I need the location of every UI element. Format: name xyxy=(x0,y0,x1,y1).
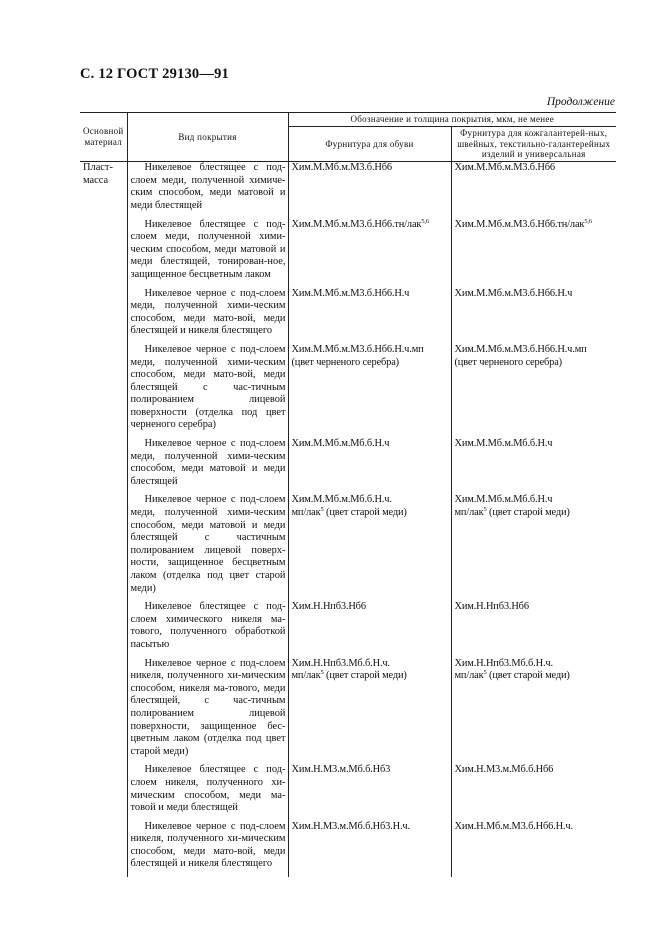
designation-line2: мп/лак xyxy=(291,670,321,682)
haberdashery-designation-cell xyxy=(451,821,616,877)
coating-type-text: Никелевое черное с под-слоем меди, полученной хими-ческим способом, меди матовой и меди блестящей xyxy=(130,438,286,487)
designation-text: Хим.Н.М3.м.Мб.б.Нб6 xyxy=(454,764,554,776)
coating-type-cell xyxy=(127,494,288,601)
table-row xyxy=(80,288,616,344)
coating-type-cell xyxy=(127,821,288,877)
designation-text: Хим.М.Мб.м.Мб.б.Н.ч xyxy=(291,438,390,450)
shoe-designation-cell xyxy=(288,162,451,219)
haberdashery-designation-cell xyxy=(451,344,616,438)
coating-type-cell xyxy=(127,288,288,344)
designation-line2-footnote: 5 xyxy=(483,506,487,514)
header-haberdashery-fittings: Фурнитура для кожгалантерей-ных, швейных, текстильно-галантерейных изделий и универсальная xyxy=(451,126,616,161)
haberdashery-designation-cell xyxy=(451,764,616,820)
designation-text: Хим.Н.М3.м.Мб.б.Нб3.Н.ч. xyxy=(291,820,410,832)
designation-text: Хим.Н.Мб.м.М3.б.Нб6.Н.ч. xyxy=(454,820,573,832)
shoe-designation-cell xyxy=(288,764,451,820)
haberdashery-designation-cell xyxy=(451,162,616,219)
designation-footnote: 5,6 xyxy=(421,217,429,225)
header-designation-group: Обозначение и толщина покрытия, мкм, не менее xyxy=(288,113,616,127)
coating-type-text: Никелевое черное с под-слоем меди, полученной хими-ческим способом, меди матовой и меди блестящей с частичным полированием лицевой поверх-ности, защищенное бесцветным лаком (отделка под цвет старой меди) xyxy=(130,494,286,594)
designation-text: Хим.М.Мб.м.М3.б.Нб6 xyxy=(454,162,555,174)
table-row xyxy=(80,438,616,494)
coatings-table xyxy=(80,112,616,877)
coating-type-cell xyxy=(127,764,288,820)
shoe-designation-cell xyxy=(288,821,451,877)
shoe-designation-cell xyxy=(288,658,451,765)
coating-type-text: Никелевое черное с под-слоем никеля, полученного хи-мическим способом, никеля ма-тового, меди блестящей, с час-тичным полированием лицевой поверхности, защищенное бес-цветным лаком (отделка под цвет старой меди) xyxy=(130,657,286,757)
continuation-label: Продолжение xyxy=(546,96,615,108)
designation-text: Хим.М.Мб.м.М3.б.Нб6.Н.ч xyxy=(454,287,573,299)
designation-line2-footnote: 5 xyxy=(320,669,324,677)
designation-text: Хим.М.Мб.м.М3.б.Нб6.Н.ч.мп xyxy=(291,343,424,355)
coating-type-text: Никелевое блестящее с под-слоем меди, полученной хими-ческим способом, меди матовой и меди блестящей, тонирован-ное, защищенное бесцветным лаком xyxy=(130,218,286,280)
table-row xyxy=(80,219,616,288)
coating-type-text: Никелевое черное с под-слоем никеля, полученного хи-мическим способом, меди мато-вой, меди блестящей и никеля блестящего xyxy=(130,820,286,870)
designation-text: Хим.Н.М3.м.Мб.б.Нб3 xyxy=(291,764,391,776)
designation-text: Хим.М.Мб.м.М3.б.Нб6.Н.ч.мп xyxy=(454,343,587,355)
haberdashery-designation-cell xyxy=(451,601,616,657)
header-base-material: Основной материал xyxy=(80,113,127,162)
haberdashery-designation-cell xyxy=(451,658,616,765)
table-row xyxy=(80,658,616,765)
designation-text: Хим.М.Мб.м.М3.б.Нб6.тн/лак xyxy=(291,218,422,230)
designation-text: Хим.Н.Нпб3.Мб.б.Н.ч. xyxy=(291,657,390,669)
designation-line2-tail: (цвет старой меди) xyxy=(323,670,407,682)
shoe-designation-cell xyxy=(288,601,451,657)
haberdashery-designation-cell xyxy=(451,219,616,288)
coating-type-text: Никелевое блестящее с под-слоем меди, полученной химиче-ским способом, меди матовой и меди блестящей xyxy=(130,162,286,211)
designation-text: Хим.Н.Нпб3.Мб.б.Н.ч. xyxy=(454,657,553,669)
header-shoe-fittings: Фурнитура для обуви xyxy=(288,126,451,161)
base-material-cell: Пласт-масса xyxy=(80,162,127,877)
shoe-designation-cell xyxy=(288,438,451,494)
coating-type-text: Никелевое черное с под-слоем меди, полученной хими-ческим способом, меди мато-вой, меди блестящей с час-тичным полированием лицевой поверхности (отделка под цвет черненого серебра) xyxy=(130,343,286,431)
designation-line2: (цвет черненого серебра) xyxy=(454,356,562,368)
designation-line2: (цвет черненого серебра) xyxy=(291,356,399,368)
coating-type-text: Никелевое черное с под-слоем меди, полученной хими-ческим способом, меди мато-вой, меди блестящей и никеля блестящего xyxy=(130,287,286,337)
table-row xyxy=(80,764,616,820)
designation-line2: мп/лак xyxy=(291,507,321,519)
table-row xyxy=(80,494,616,601)
designation-text: Хим.М.Мб.м.М3.б.Нб6 xyxy=(291,162,392,174)
designation-text: Хим.М.Мб.м.М3.б.Нб6.тн/лак xyxy=(454,218,585,230)
designation-text: Хим.М.Мб.м.Мб.б.Н.ч xyxy=(454,494,553,506)
coating-type-text: Никелевое блестящее с под-слоем химического никеля ма-тового, полученного обработкой пасытью xyxy=(130,601,286,650)
table-row xyxy=(80,821,616,877)
coating-type-cell xyxy=(127,438,288,494)
coating-type-cell xyxy=(127,658,288,765)
haberdashery-designation-cell xyxy=(451,438,616,494)
designation-text: Хим.Н.Нпб3.Нб6 xyxy=(291,601,366,613)
designation-line2-tail: (цвет старой меди) xyxy=(486,507,570,519)
designation-line2-tail: (цвет старой меди) xyxy=(486,670,570,682)
designation-text: Хим.Н.Нпб3.Нб6 xyxy=(454,601,529,613)
coating-type-cell xyxy=(127,601,288,657)
designation-line2-footnote: 5 xyxy=(483,669,487,677)
designation-text: Хим.М.Мб.м.Мб.б.Н.ч xyxy=(454,438,553,450)
designation-text: Хим.М.Мб.м.Мб.б.Н.ч. xyxy=(291,494,392,506)
page-header: С. 12 ГОСТ 29130—91 xyxy=(80,66,229,82)
haberdashery-designation-cell xyxy=(451,288,616,344)
shoe-designation-cell xyxy=(288,288,451,344)
coating-type-cell xyxy=(127,219,288,288)
header-coating-type: Вид покрытия xyxy=(127,113,288,162)
designation-text: Хим.М.Мб.м.М3.б.Нб6.Н.ч xyxy=(291,287,410,299)
designation-line2: мп/лак xyxy=(454,670,484,682)
designation-footnote: 5,6 xyxy=(584,217,592,225)
shoe-designation-cell xyxy=(288,219,451,288)
haberdashery-designation-cell xyxy=(451,494,616,601)
designation-line2: мп/лак xyxy=(454,507,484,519)
table-row xyxy=(80,601,616,657)
designation-line2-tail: (цвет старой меди) xyxy=(323,507,407,519)
shoe-designation-cell xyxy=(288,344,451,438)
coating-type-cell xyxy=(127,344,288,438)
designation-line2-footnote: 5 xyxy=(320,506,324,514)
coating-type-cell xyxy=(127,162,288,219)
shoe-designation-cell xyxy=(288,494,451,601)
table-row xyxy=(80,344,616,438)
coating-type-text: Никелевое блестящее с под-слоем никеля, полученного хи-мическим способом, меди ма-товой и меди блестящей xyxy=(130,764,286,814)
table-row xyxy=(80,162,616,219)
